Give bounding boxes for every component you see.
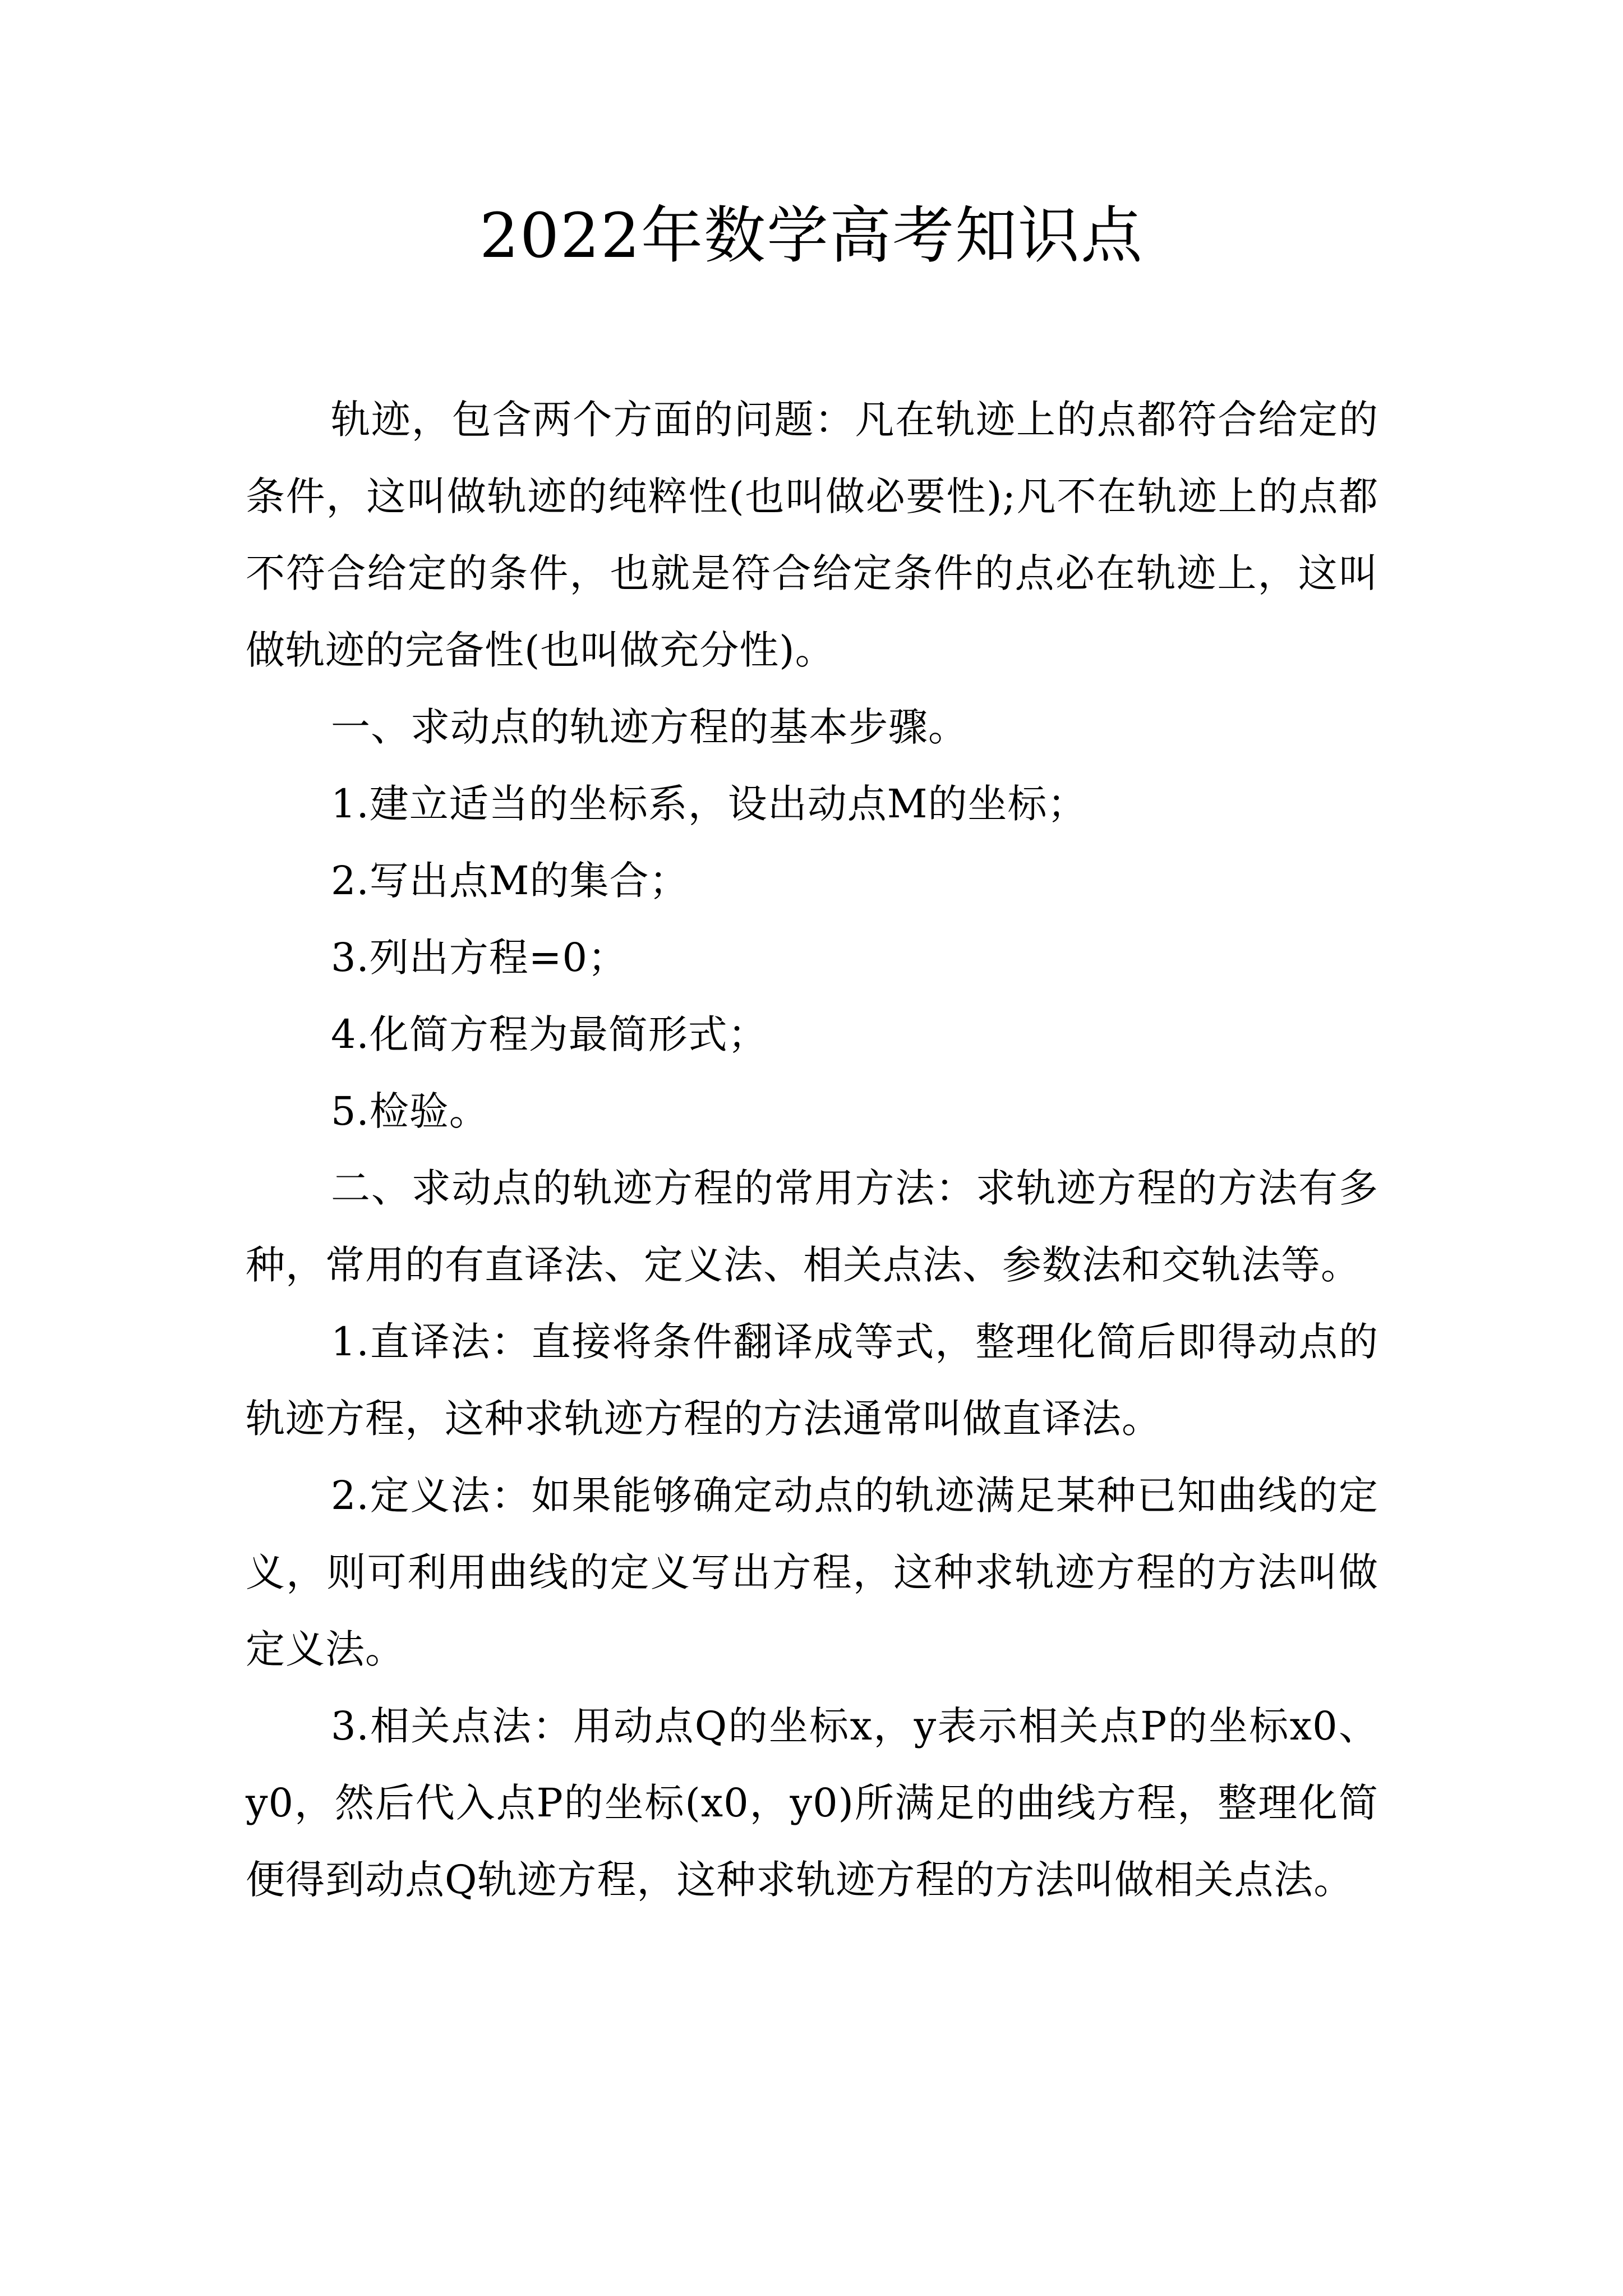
document-title: 2022年数学高考知识点 [479, 200, 1144, 272]
step-2: 2.写出点M的集合； [331, 858, 689, 904]
method-direct-translation: 1.直译法：直接将条件翻译成等式，整理化简后即得动点的轨迹方程，这种求轨迹方程的方法通常叫做直译法。 [246, 1319, 1378, 1442]
method-related-point: 3.相关点法：用动点Q的坐标x，y表示相关点P的坐标x0、y0，然后代入点P的坐标(x0，y0)所满足的曲线方程，整理化简便得到动点Q轨迹方程，这种求轨迹方程的方法叫做相关点法。 [246, 1703, 1378, 1903]
document-body [246, 381, 1378, 1918]
step-3: 3.列出方程=0； [331, 935, 628, 981]
step-4: 4.化简方程为最简形式； [331, 1011, 768, 1057]
paragraph-trajectory-definition: 轨迹，包含两个方面的问题：凡在轨迹上的点都符合给定的条件，这叫做轨迹的纯粹性(也叫做必要性);凡不在轨迹上的点都不符合给定的条件，也就是符合给定条件的点必在轨迹上，这叫做轨迹的完备性(也叫做充分性)。 [246, 397, 1378, 673]
section-heading-common-methods: 二、求动点的轨迹方程的常用方法：求轨迹方程的方法有多种，常用的有直译法、定义法、相关点法、参数法和交轨法等。 [246, 1165, 1378, 1288]
section-heading-basic-steps: 一、求动点的轨迹方程的基本步骤。 [331, 704, 968, 750]
step-1: 1.建立适当的坐标系，设出动点M的坐标； [331, 781, 1087, 827]
method-definition: 2.定义法：如果能够确定动点的轨迹满足某种已知曲线的定义，则可利用曲线的定义写出方程，这种求轨迹方程的方法叫做定义法。 [246, 1473, 1378, 1672]
step-5: 5.检验。 [331, 1088, 489, 1134]
